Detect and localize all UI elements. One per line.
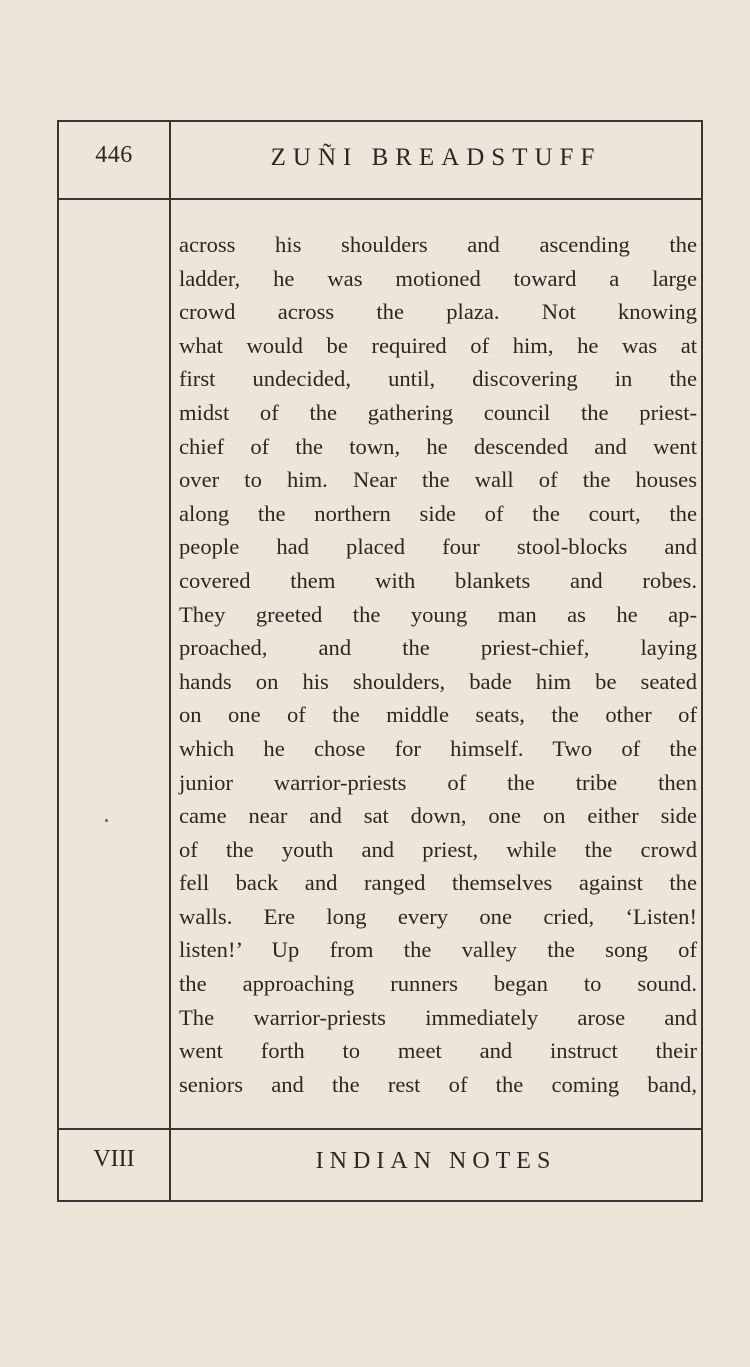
text-line: what would be required of him, he was at bbox=[179, 332, 697, 358]
text-line: The warrior-priests immediately arose and bbox=[179, 1004, 697, 1030]
text-line: ladder, he was motioned toward a large bbox=[179, 265, 697, 291]
text-line: on one of the middle seats, the other of bbox=[179, 702, 697, 728]
header-divider bbox=[59, 198, 701, 200]
text-line: listen!’ Up from the valley the song of bbox=[179, 937, 697, 963]
column-divider bbox=[169, 122, 171, 1200]
section-number: VIII bbox=[93, 1146, 135, 1172]
text-line: crowd across the plaza. Not knowing bbox=[179, 299, 697, 325]
text-line: the approaching runners began to sound. bbox=[179, 971, 697, 997]
text-line: proached, and the priest-chief, laying bbox=[179, 635, 697, 661]
text-line: went forth to meet and instruct their bbox=[179, 1038, 697, 1064]
text-line: people had placed four stool-blocks and bbox=[179, 534, 697, 560]
body-text bbox=[179, 228, 697, 1101]
text-line: over to him. Near the wall of the houses bbox=[179, 467, 697, 493]
text-line: They greeted the young man as he ap- bbox=[179, 601, 697, 627]
text-line: along the northern side of the court, the bbox=[179, 500, 697, 526]
text-line: which he chose for himself. Two of the bbox=[179, 735, 697, 761]
text-line: chief of the town, he descended and went bbox=[179, 433, 697, 459]
text-line: fell back and ranged themselves against the bbox=[179, 870, 697, 896]
text-line: covered them with blankets and robes. bbox=[179, 567, 697, 593]
page-frame bbox=[57, 120, 703, 1202]
text-line: walls. Ere long every one cried, ‘Listen! bbox=[179, 903, 697, 929]
text-line: came near and sat down, one on either side bbox=[179, 803, 697, 829]
text-line: first undecided, until, discovering in the bbox=[179, 366, 697, 392]
text-line: junior warrior-priests of the tribe then bbox=[179, 769, 697, 795]
text-line: of the youth and priest, while the crowd bbox=[179, 836, 697, 862]
text-line: midst of the gathering council the priest- bbox=[179, 399, 697, 425]
running-title: ZUÑI BREADSTUFF bbox=[270, 144, 602, 171]
text-line: hands on his shoulders, bade him be seated bbox=[179, 668, 697, 694]
text-line: across his shoulders and ascending the bbox=[179, 232, 697, 257]
page-number: 446 bbox=[95, 142, 133, 168]
margin-mark bbox=[105, 819, 108, 822]
text-line: seniors and the rest of the coming band, bbox=[179, 1071, 697, 1097]
footer-title: INDIAN NOTES bbox=[315, 1148, 557, 1174]
footer-divider bbox=[59, 1128, 701, 1130]
